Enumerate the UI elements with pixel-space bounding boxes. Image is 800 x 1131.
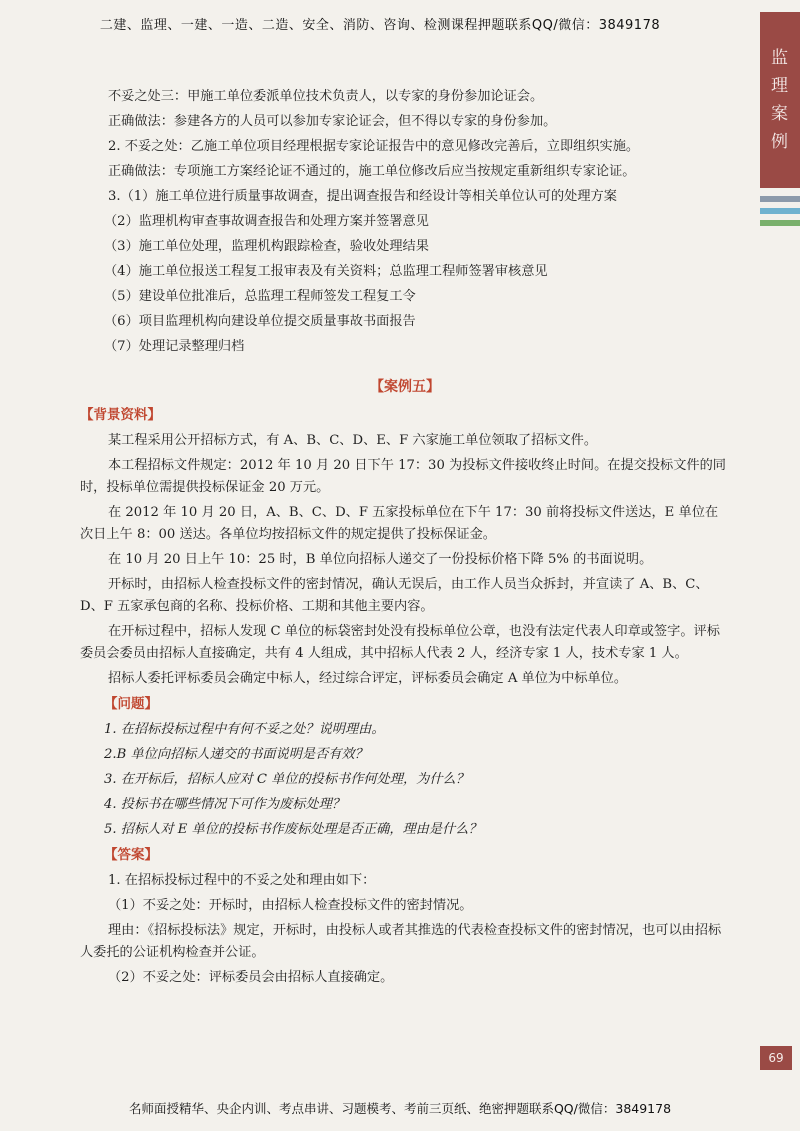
side-tab-char: 监 — [771, 48, 789, 68]
side-tab-char: 例 — [771, 132, 789, 152]
answer-line: （4）施工单位报送工程复工报审表及有关资料；总监理工程师签署审核意见 — [104, 264, 548, 279]
questions-section — [80, 719, 730, 841]
answer-line: （3）施工单位处理，监理机构跟踪检查，验收处理结果 — [104, 239, 429, 254]
answer-line: （5）建设单位批准后，总监理工程师签发工程复工令 — [104, 289, 416, 304]
page-number: 69 — [760, 1046, 792, 1070]
question-item: 4. 投标书在哪些情况下可作为废标处理？ — [104, 797, 345, 812]
question-item: 3. 在开标后，招标人应对 C 单位的投标书作何处理，为什么？ — [104, 772, 469, 787]
background-paragraph: 招标人委托评标委员会确定中标人，经过综合评定，评标委员会确定 A 单位为中标单位。 — [108, 671, 628, 686]
stripe-blue — [760, 208, 800, 214]
answer-line: 正确做法：参建各方的人员可以参加专家论证会，但不得以专家的身份参加。 — [108, 114, 557, 129]
question-item: 1. 在招标投标过程中有何不妥之处？说明理由。 — [104, 722, 385, 737]
answer-line: 正确做法：专项施工方案经论证不通过的，施工单位修改后应当按规定重新组织专家论证。 — [108, 164, 636, 179]
background-paragraph: 在开标过程中，招标人发现 C 单位的标袋密封处没有投标单位公章，也没有法定代表人印章或签字。评标委员会委员由招标人直接确定，共有 4 人组成，其中招标人代表 2 人，经济专家 1 人，技术专家 1 人。 — [80, 624, 720, 661]
background-paragraph: 在 10 月 20 日上午 10：25 时，B 单位向招标人递交了一份投标价格下降 5% 的书面说明。 — [108, 552, 653, 567]
answer-heading: 【答案】 — [104, 847, 158, 863]
question-item: 2.B 单位向招标人递交的书面说明是否有效？ — [104, 747, 368, 762]
page-header: 二建、监理、一建、一造、二造、安全、消防、咨询、检测课程押题联系QQ/微信：3849178 — [99, 18, 661, 33]
case-title: 【案例五】 — [370, 379, 440, 395]
answer-line: 2. 不妥之处：乙施工单位项目经理根据专家论证报告中的意见修改完善后，立即组织实施。 — [108, 139, 640, 154]
answer-paragraph: 理由：《招标投标法》规定，开标时，由投标人或者其推选的代表检查投标文件的密封情况，也可以由招标人委托的公证机构检查并公证。 — [80, 923, 722, 960]
background-paragraph: 在 2012 年 10 月 20 日，A、B、C、D、F 五家投标单位在下午 17：30 前将投标文件送达，E 单位在次日上午 8：00 送达。各单位均按招标文件的规定提供了投标保证金。 — [80, 505, 719, 542]
answer-section — [80, 870, 730, 989]
question-item: 5. 招标人对 E 单位的投标书作废标处理是否正确，理由是什么？ — [104, 822, 482, 837]
page-footer: 名师面授精华、央企内训、考点串讲、习题模考、考前三页纸、绝密押题联系QQ/微信：3849178 — [128, 1101, 672, 1116]
stripe-gray — [760, 196, 800, 202]
background-paragraph: 开标时，由招标人检查投标文件的密封情况，确认无误后，由工作人员当众拆封，并宣读了 A、B、C、D、F 五家承包商的名称、投标价格、工期和其他主要内容。 — [80, 577, 709, 614]
questions-heading: 【问题】 — [104, 696, 158, 712]
previous-answers — [80, 86, 730, 358]
side-color-stripes — [760, 196, 800, 232]
background-heading: 【背景资料】 — [80, 407, 161, 423]
side-tab-char: 理 — [771, 76, 789, 96]
answer-line: 不妥之处三：甲施工单位委派单位技术负责人，以专家的身份参加论证会。 — [108, 89, 544, 104]
page-content — [80, 86, 730, 992]
background-paragraph: 某工程采用公开招标方式，有 A、B、C、D、E、F 六家施工单位领取了招标文件。 — [108, 433, 598, 448]
answer-paragraph: 1. 在招标投标过程中的不妥之处和理由如下： — [108, 873, 376, 888]
answer-line: 3.（1）施工单位进行质量事故调查，提出调查报告和经设计等相关单位认可的处理方案 — [108, 189, 617, 204]
background-paragraph: 本工程招标文件规定：2012 年 10 月 20 日下午 17：30 为投标文件接收终止时间。在提交投标文件的同时，投标单位需提供投标保证金 20 万元。 — [80, 458, 726, 495]
answer-line: （7）处理记录整理归档 — [104, 339, 245, 354]
side-tab-char: 案 — [771, 104, 789, 124]
background-section — [80, 430, 730, 690]
answer-paragraph: （1）不妥之处：开标时，由招标人检查投标文件的密封情况。 — [108, 898, 473, 913]
answer-line: （6）项目监理机构向建设单位提交质量事故书面报告 — [104, 314, 416, 329]
stripe-green — [760, 220, 800, 226]
chapter-side-tab — [760, 12, 800, 188]
answer-paragraph: （2）不妥之处：评标委员会由招标人直接确定。 — [108, 970, 394, 985]
answer-line: （2）监理机构审查事故调查报告和处理方案并签署意见 — [104, 214, 429, 229]
